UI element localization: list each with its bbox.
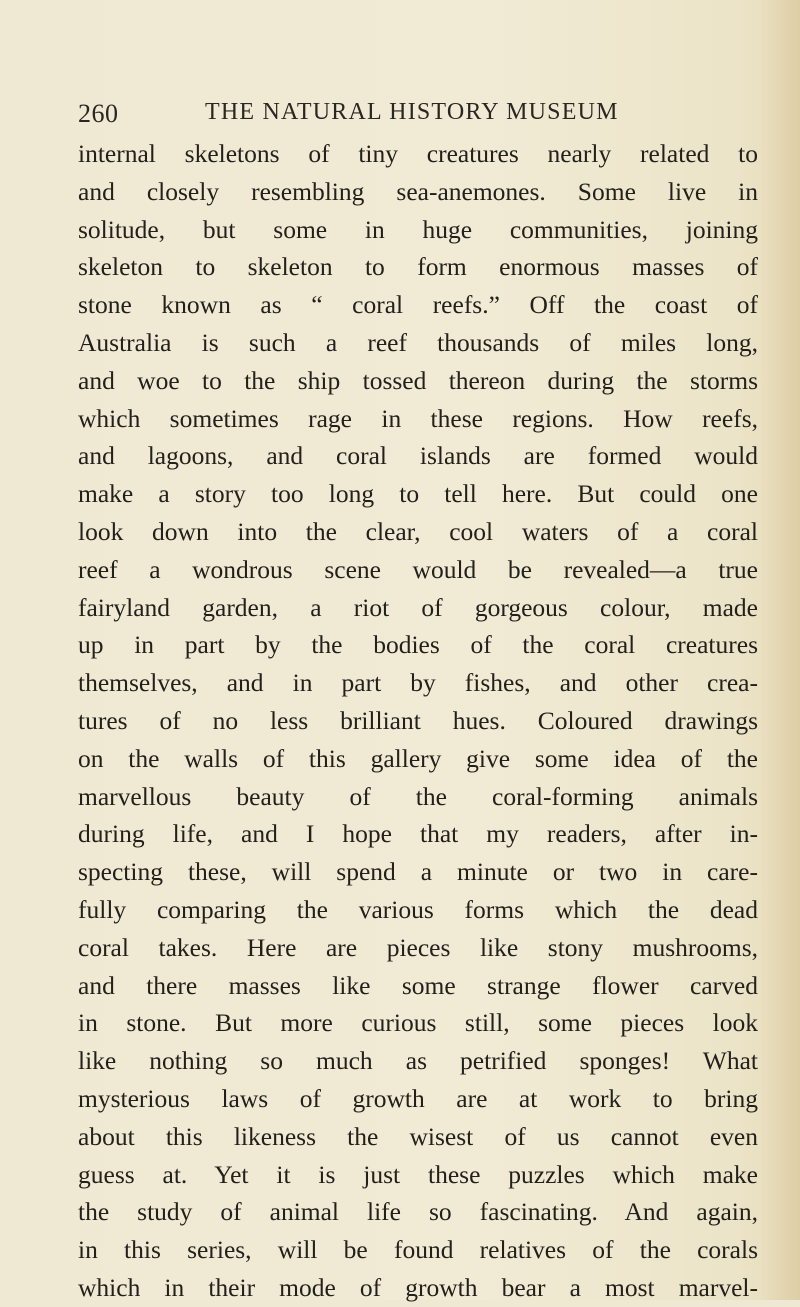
body-text [78,135,758,1307]
text-line: in this series, will be found relatives of the corals [78,1235,758,1265]
text-line: which in their mode of growth bear a most marvel- [78,1272,758,1302]
text-line: during life, and I hope that my readers, after in- [78,819,758,849]
text-line: fully comparing the various forms which the dead [78,894,758,924]
text-line: the study of animal life so fascinating. And again, [78,1197,758,1227]
text-line: guess at. Yet it is just these puzzles which make [78,1159,758,1189]
text-line: and closely resembling sea-anemones. Some live in [78,176,758,206]
text-line: coral takes. Here are pieces like stony mushrooms, [78,932,758,962]
text-line: which sometimes rage in these regions. How reefs, [78,403,758,433]
text-line: themselves, and in part by fishes, and other crea- [78,668,758,698]
text-line: skeleton to skeleton to form enormous masses of [78,252,758,282]
text-line: and lagoons, and coral islands are formed would [78,441,758,471]
page-number: 260 [78,99,119,128]
text-line: in stone. But more curious still, some pieces look [78,1008,758,1038]
text-line: tures of no less brilliant hues. Coloured drawings [78,705,758,735]
text-line: on the walls of this gallery give some idea of the [78,743,758,773]
text-line: about this likeness the wisest of us cannot even [78,1121,758,1151]
text-line: Australia is such a reef thousands of miles long, [78,327,758,357]
text-line: specting these, will spend a minute or two in care- [78,857,758,887]
text-line: solitude, but some in huge communities, joining [78,214,758,244]
page-edge-shadow [760,0,800,1300]
text-line: and there masses like some strange flower carved [78,970,758,1000]
running-head: THE NATURAL HISTORY MUSEUM [205,99,619,125]
text-line: and woe to the ship tossed thereon during the storms [78,365,758,395]
text-line: reef a wondrous scene would be revealed—a true [78,554,758,584]
text-line: stone known as “ coral reefs.” Off the coast of [78,290,758,320]
page-header [78,99,728,135]
text-line: look down into the clear, cool waters of a coral [78,516,758,546]
text-line: mysterious laws of growth are at work to bring [78,1083,758,1113]
text-line: up in part by the bodies of the coral creatures [78,630,758,660]
text-line: make a story too long to tell here. But could one [78,479,758,509]
text-line: marvellous beauty of the coral-forming animals [78,781,758,811]
text-line: fairyland garden, a riot of gorgeous colour, made [78,592,758,622]
text-line: internal skeletons of tiny creatures nearly related to [78,139,758,168]
text-line: like nothing so much as petrified sponges! What [78,1046,758,1076]
